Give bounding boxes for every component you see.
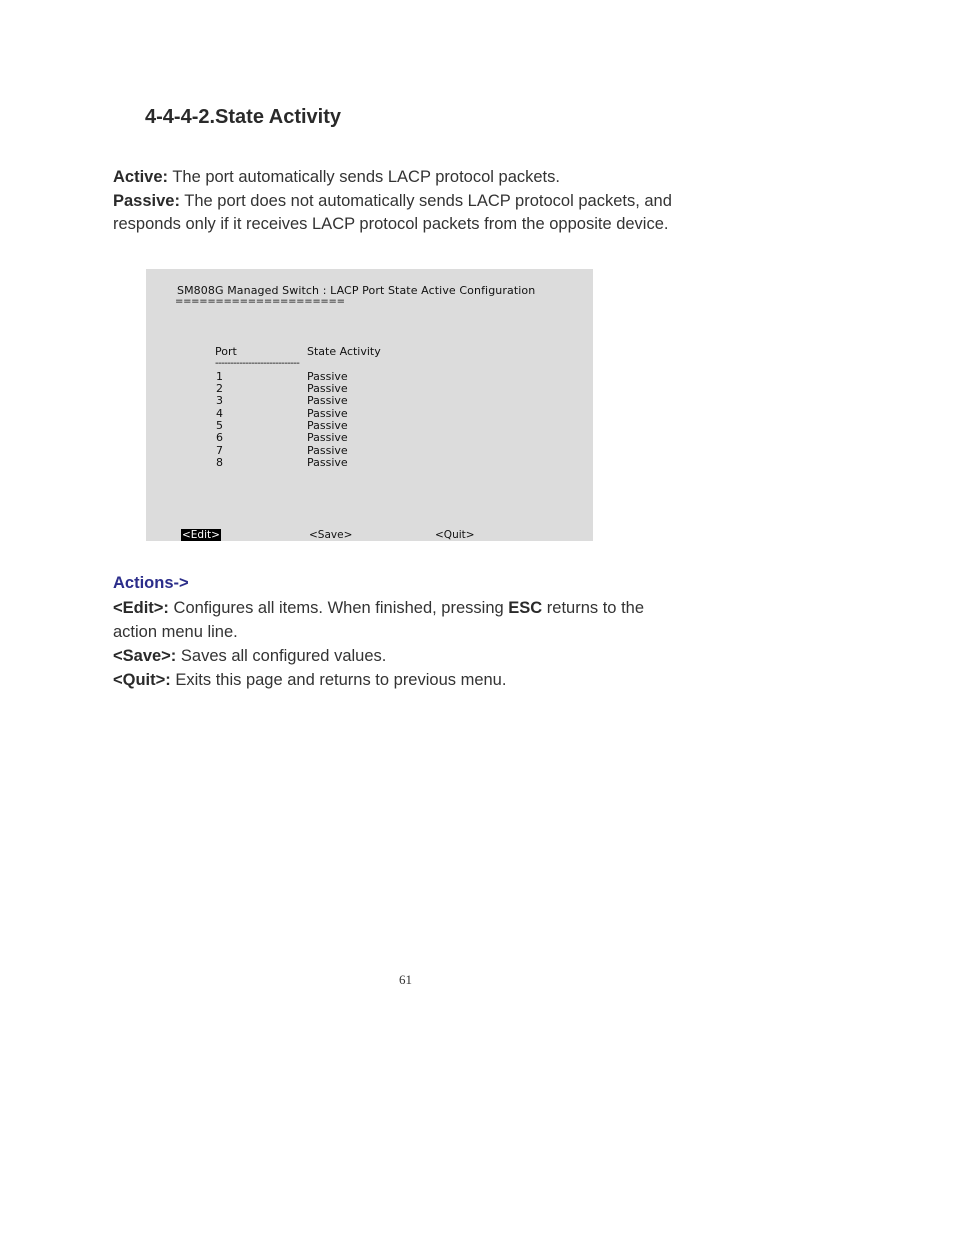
passive-label: Passive: <box>113 191 180 210</box>
port-number: 7 <box>216 444 223 457</box>
state-value[interactable]: Passive <box>307 407 348 420</box>
quit-label: <Quit>: <box>113 670 171 689</box>
actions-description <box>113 597 713 692</box>
actions-heading: Actions-> <box>113 574 189 592</box>
terminal-screenshot <box>146 269 593 541</box>
edit-text-3: action menu line. <box>113 622 238 641</box>
active-line <box>113 166 713 190</box>
port-number: 2 <box>216 382 223 395</box>
table-row[interactable] <box>146 394 593 406</box>
column-header-state-activity: State Activity <box>307 345 381 358</box>
intro-description <box>113 166 713 237</box>
save-line <box>113 645 713 669</box>
quit-menu-button[interactable]: <Quit> <box>435 529 475 541</box>
header-divider: ---------------------------- <box>215 358 300 369</box>
edit-line <box>113 597 713 621</box>
passive-line <box>113 190 713 214</box>
section-heading: 4-4-4-2.State Activity <box>145 106 341 128</box>
state-value[interactable]: Passive <box>307 444 348 457</box>
table-row[interactable] <box>146 419 593 431</box>
table-row[interactable] <box>146 431 593 443</box>
state-value[interactable]: Passive <box>307 419 348 432</box>
edit-label: <Edit>: <box>113 599 169 617</box>
page-number: 61 <box>399 972 412 987</box>
table-row[interactable] <box>146 407 593 419</box>
table-row[interactable] <box>146 382 593 394</box>
port-number: 8 <box>216 456 223 469</box>
passive-text-2: responds only if it receives LACP protocol packets from the opposite device. <box>113 215 669 233</box>
active-label: Active: <box>113 168 169 186</box>
port-number: 4 <box>216 407 223 420</box>
quit-line <box>113 669 713 693</box>
edit-text-2: returns to the <box>542 599 645 617</box>
quit-text: Exits this page and returns to previous menu. <box>170 670 507 689</box>
terminal-title-underline: ===================== <box>175 296 345 307</box>
table-row[interactable] <box>146 444 593 456</box>
state-value[interactable]: Passive <box>307 431 348 444</box>
state-value[interactable]: Passive <box>307 370 348 383</box>
save-menu-button[interactable]: <Save> <box>309 529 353 541</box>
save-label: <Save>: <box>113 647 177 665</box>
terminal-title: SM808G Managed Switch : LACP Port State Active Configuration <box>177 284 536 297</box>
esc-key-label: ESC <box>508 599 543 617</box>
state-value[interactable]: Passive <box>307 456 348 469</box>
table-row[interactable] <box>146 370 593 382</box>
port-number: 6 <box>216 431 223 444</box>
state-value[interactable]: Passive <box>307 382 348 395</box>
column-header-port: Port <box>215 345 237 358</box>
table-row[interactable] <box>146 456 593 468</box>
port-number: 5 <box>216 419 223 432</box>
port-number: 1 <box>216 370 223 383</box>
passive-text-1: The port does not automatically sends LACP protocol packets, and <box>179 191 672 210</box>
active-text: The port automatically sends LACP protocol packets. <box>168 168 560 186</box>
save-text: Saves all configured values. <box>176 647 387 665</box>
port-number: 3 <box>216 394 223 407</box>
edit-text-1: Configures all items. When finished, pressing <box>168 599 509 617</box>
edit-menu-button[interactable]: <Edit> <box>182 529 220 541</box>
state-value[interactable]: Passive <box>307 394 348 407</box>
